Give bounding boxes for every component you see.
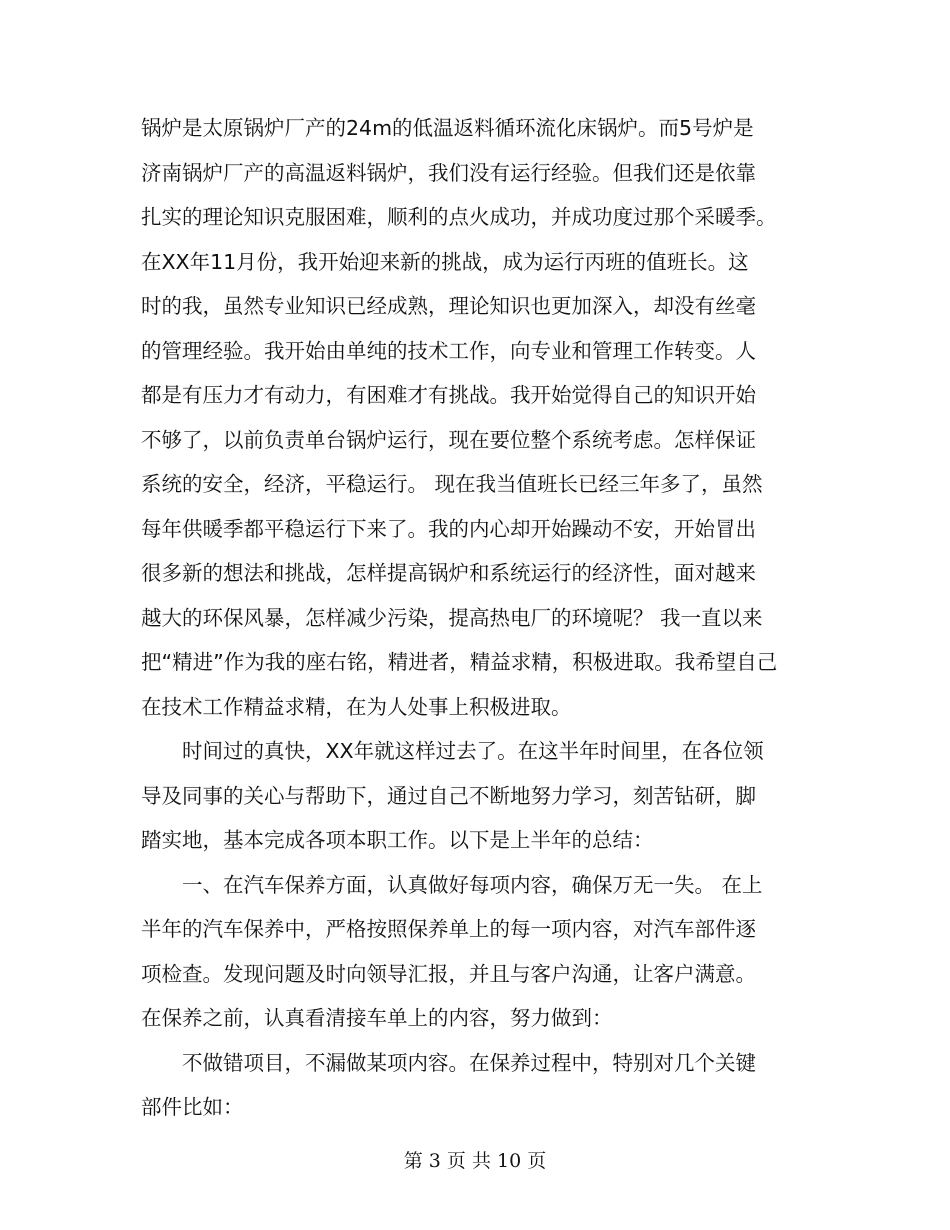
text-line: 项检查。发现问题及时向领导汇报，并且与客户沟通，让客户满意。 xyxy=(141,961,756,986)
text-line: 半年的汽车保养中，严格按照保养单上的每一项内容，对汽车部件逐 xyxy=(141,917,756,941)
text-line: 每年供暖季都平稳运行下来了。我的内心却开始躁动不安，开始冒出 xyxy=(141,516,756,541)
text-line: 越大的环保风暴，怎样减少污染，提高热电厂的环境呢？ 我一直以来 xyxy=(141,605,763,630)
text-line: 导及同事的关心与帮助下，通过自己不断地努力学习，刻苦钻研，脚 xyxy=(141,783,756,808)
text-line: 扎实的理论知识克服困难，顺利的点火成功，并成功度过那个采暖季。 xyxy=(141,205,777,229)
text-line: 一、在汽车保养方面，认真做好每项内容，确保万无一失。 在上 xyxy=(141,872,763,897)
text-line: 在XX年11月份，我开始迎来新的挑战，成为运行丙班的值班长。这 xyxy=(141,249,749,274)
text-line: 锅炉是太原锅炉厂产的24m的低温返料循环流化床锅炉。而5号炉是 xyxy=(141,116,754,140)
text-line: 在技术工作精益求精，在为人处事上积极进取。 xyxy=(141,694,572,719)
document-body xyxy=(141,106,813,1130)
text-line: 把“精进”作为我的座右铭，精进者，精益求精，积极进取。我希望自己 xyxy=(141,650,778,674)
text-line: 都是有压力才有动力，有困难才有挑战。我开始觉得自己的知识开始 xyxy=(141,383,756,407)
page-number-footer: 第 3 页 共 10 页 xyxy=(403,1150,547,1172)
text-line: 在保养之前，认真看清接车单上的内容，努力做到： xyxy=(141,1006,613,1030)
text-line: 不够了，以前负责单台锅炉运行，现在要位整个系统考虑。怎样保证 xyxy=(141,427,756,452)
text-line: 时间过的真快，XX年就这样过去了。在这半年时间里，在各位领 xyxy=(141,739,764,763)
text-line: 踏实地，基本完成各项本职工作。以下是上半年的总结： xyxy=(141,828,654,852)
text-line: 不做错项目，不漏做某项内容。在保养过程中，特别对几个关键 xyxy=(141,1050,756,1075)
text-line: 的管理经验。我开始由单纯的技术工作，向专业和管理工作转变。人 xyxy=(141,338,756,363)
text-line: 系统的安全，经济，平稳运行。 现在我当值班长已经三年多了，虽然 xyxy=(141,472,763,496)
text-line: 时的我，虽然专业知识已经成熟，理论知识也更加深入，却没有丝毫 xyxy=(141,294,756,318)
text-line: 部件比如： xyxy=(141,1095,244,1119)
text-line: 济南锅炉厂产的高温返料锅炉，我们没有运行经验。但我们还是依靠 xyxy=(141,160,756,185)
text-line: 很多新的想法和挑战，怎样提高锅炉和系统运行的经济性，面对越来 xyxy=(141,561,756,585)
